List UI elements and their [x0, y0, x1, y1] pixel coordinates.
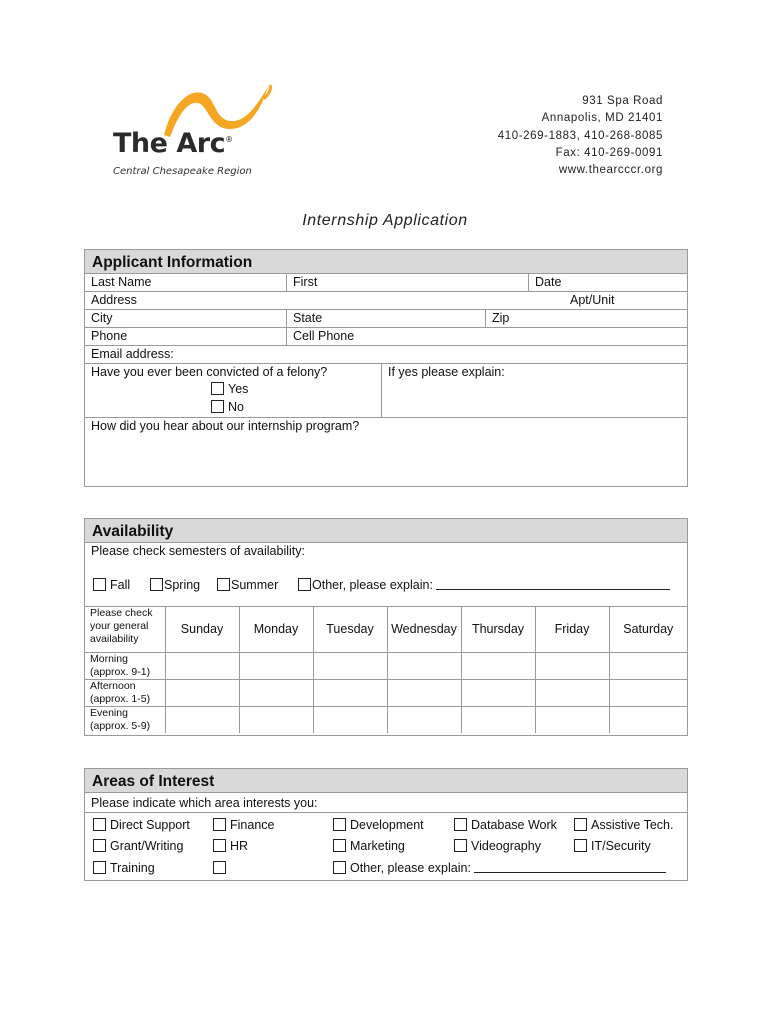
date-field[interactable]: Date: [528, 274, 687, 291]
checkbox[interactable]: [213, 839, 226, 852]
interest-marketing[interactable]: Marketing: [333, 839, 405, 853]
slot-cell[interactable]: [165, 679, 239, 706]
slot-cell[interactable]: [387, 679, 461, 706]
slot-cell[interactable]: [239, 679, 313, 706]
address-field[interactable]: Address: [91, 293, 137, 307]
felony-yes-option[interactable]: Yes: [211, 382, 248, 396]
checkbox[interactable]: [333, 861, 346, 874]
phone-field[interactable]: Phone: [91, 329, 128, 343]
page-title: Internship Application: [302, 212, 468, 229]
interest-videography[interactable]: Videography: [454, 839, 541, 853]
applicant-section: [84, 249, 688, 487]
time-evening: Evening (approx. 5-9): [85, 706, 165, 733]
time-afternoon: Afternoon (approx. 1-5): [85, 679, 165, 706]
email-field[interactable]: Email address:: [91, 347, 174, 361]
fall-checkbox[interactable]: [93, 578, 106, 591]
hear-about-field[interactable]: How did you hear about our internship program?: [91, 419, 360, 433]
other-explain-line[interactable]: [474, 872, 666, 873]
day-friday: Friday: [535, 607, 609, 652]
no-checkbox[interactable]: [211, 400, 224, 413]
interest-finance[interactable]: Finance: [213, 818, 274, 832]
day-tuesday: Tuesday: [313, 607, 387, 652]
felony-no-option[interactable]: No: [211, 400, 244, 414]
section-heading: Applicant Information: [85, 250, 687, 274]
website-link[interactable]: www.thearcccr.org: [558, 164, 663, 177]
day-monday: Monday: [239, 607, 313, 652]
interest-other[interactable]: Other, please explain:: [333, 861, 666, 875]
first-name-field[interactable]: First: [286, 274, 528, 291]
semester-other[interactable]: Other, please explain:: [298, 578, 670, 592]
org-address: 931 Spa Road Annapolis, MD 21401 410-269-1883, 410-268-8085 Fax: 410-269-0091 www.thearcccr.org: [498, 93, 663, 179]
interest-grant-writing[interactable]: Grant/Writing: [93, 839, 183, 853]
logo-name: The Arc®: [113, 128, 233, 159]
checkbox[interactable]: [454, 839, 467, 852]
slot-cell[interactable]: [461, 679, 535, 706]
zip-field[interactable]: Zip: [485, 310, 687, 327]
day-sunday: Sunday: [165, 607, 239, 652]
slot-cell[interactable]: [461, 706, 535, 733]
interest-section: [84, 768, 688, 881]
last-name-field[interactable]: Last Name: [91, 275, 152, 289]
slot-cell[interactable]: [313, 679, 387, 706]
day-wednesday: Wednesday: [387, 607, 461, 652]
other-explain-line[interactable]: [436, 589, 670, 590]
checkbox[interactable]: [213, 818, 226, 831]
grid-label: Please check your general availability: [85, 607, 165, 652]
checkbox[interactable]: [93, 861, 106, 874]
interest-development[interactable]: Development: [333, 818, 424, 832]
availability-grid: [85, 607, 687, 733]
checkbox[interactable]: [93, 839, 106, 852]
slot-cell[interactable]: [239, 706, 313, 733]
semester-summer[interactable]: Summer: [217, 578, 278, 592]
slot-cell[interactable]: [239, 652, 313, 679]
interest-direct-support[interactable]: Direct Support: [93, 818, 190, 832]
slot-cell[interactable]: [461, 652, 535, 679]
state-field[interactable]: State: [286, 310, 485, 327]
interest-it-security[interactable]: IT/Security: [574, 839, 651, 853]
slot-cell[interactable]: [535, 706, 609, 733]
checkbox[interactable]: [333, 818, 346, 831]
interest-database-work[interactable]: Database Work: [454, 818, 557, 832]
slot-cell[interactable]: [609, 679, 687, 706]
checkbox[interactable]: [333, 839, 346, 852]
section-heading: Areas of Interest: [85, 769, 687, 793]
checkbox[interactable]: [93, 818, 106, 831]
slot-cell[interactable]: [535, 652, 609, 679]
section-heading: Availability: [85, 519, 687, 543]
city-field[interactable]: City: [91, 311, 113, 325]
slot-cell[interactable]: [387, 706, 461, 733]
logo-subtitle: Central Chesapeake Region: [113, 166, 252, 177]
slot-cell[interactable]: [535, 679, 609, 706]
interest-assistive-tech[interactable]: Assistive Tech.: [574, 818, 673, 832]
checkbox[interactable]: [574, 839, 587, 852]
slot-cell[interactable]: [165, 652, 239, 679]
time-morning: Morning (approx. 9-1): [85, 652, 165, 679]
slot-cell[interactable]: [313, 652, 387, 679]
semester-instruction: Please check semesters of availability:: [91, 544, 305, 558]
day-thursday: Thursday: [461, 607, 535, 652]
other-checkbox[interactable]: [298, 578, 311, 591]
interest-instruction: Please indicate which area interests you:: [91, 796, 318, 810]
slot-cell[interactable]: [387, 652, 461, 679]
spring-checkbox[interactable]: [150, 578, 163, 591]
semester-spring[interactable]: Spring: [150, 578, 200, 592]
checkbox[interactable]: [213, 861, 226, 874]
availability-section: [84, 518, 688, 736]
checkbox[interactable]: [454, 818, 467, 831]
slot-cell[interactable]: [313, 706, 387, 733]
checkbox[interactable]: [574, 818, 587, 831]
apt-unit-field[interactable]: Apt/Unit: [570, 293, 615, 307]
slot-cell[interactable]: [165, 706, 239, 733]
day-saturday: Saturday: [609, 607, 687, 652]
interest-hr[interactable]: HR: [213, 839, 248, 853]
interest-training[interactable]: Training: [93, 861, 155, 875]
felony-question: Have you ever been convicted of a felony?: [91, 365, 328, 379]
slot-cell[interactable]: [609, 652, 687, 679]
yes-checkbox[interactable]: [211, 382, 224, 395]
interest-blank-option[interactable]: [213, 861, 230, 875]
summer-checkbox[interactable]: [217, 578, 230, 591]
slot-cell[interactable]: [609, 706, 687, 733]
cell-phone-field[interactable]: Cell Phone: [286, 328, 687, 345]
felony-explain-field[interactable]: If yes please explain:: [381, 364, 687, 417]
semester-fall[interactable]: Fall: [93, 578, 130, 592]
